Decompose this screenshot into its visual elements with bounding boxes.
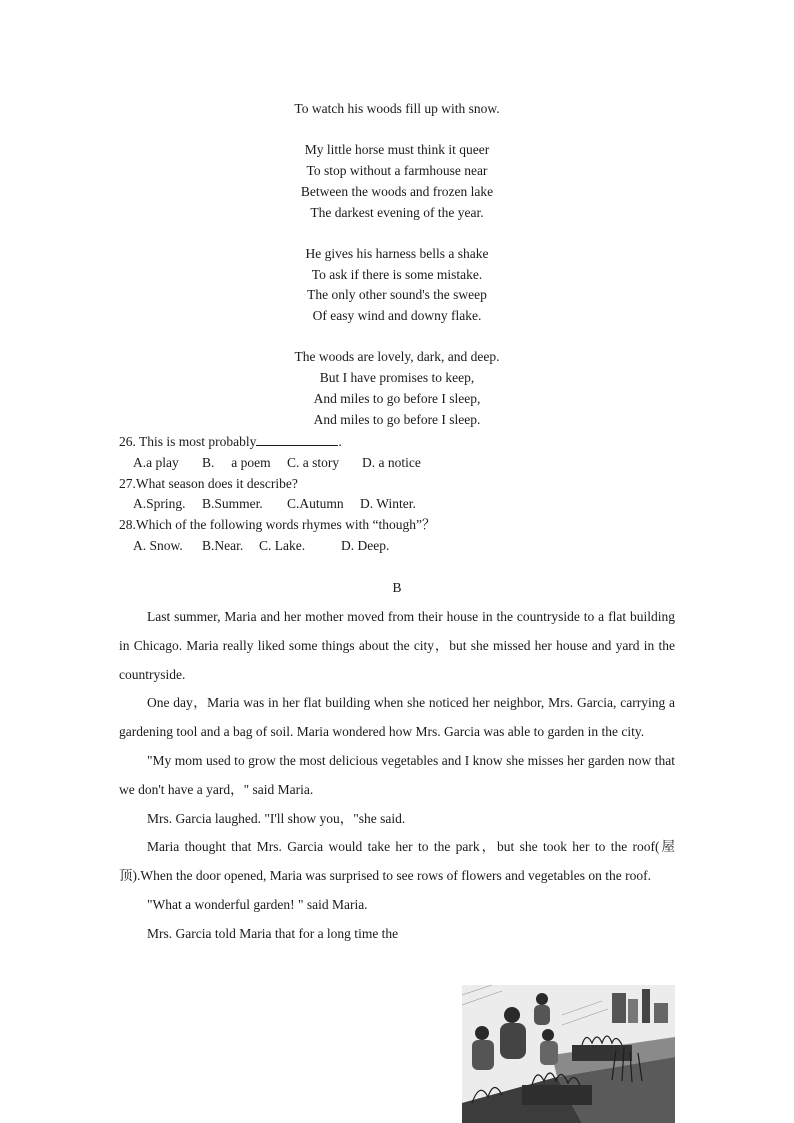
question-stem-end: .: [338, 434, 342, 449]
poem-stanza-4: [0, 347, 794, 430]
passage-paragraph: Last summer, Maria and her mother moved from their house in the countryside to a flat building in Chicago. Maria really liked some things about the city，but she missed her house and yard in the countryside.: [119, 609, 675, 682]
poem-stanza-1: [0, 99, 794, 120]
passage-paragraph: Mrs. Garcia told Maria that for a long time the: [147, 925, 399, 941]
poem-line: To watch his woods fill up with snow.: [294, 101, 500, 116]
question-27: [119, 474, 699, 516]
option-c: C.Autumn: [287, 496, 344, 512]
poem-line: To ask if there is some mistake.: [311, 266, 483, 282]
poem: [0, 99, 794, 431]
poem-stanza-3: [0, 244, 794, 327]
poem-stanza-2: [0, 140, 794, 223]
option-a: A.a play: [133, 454, 179, 470]
question-list: [119, 432, 699, 557]
question-28: [119, 515, 699, 557]
poem-line: The only other sound's the sweep: [307, 287, 487, 303]
option-c: C. Lake.: [259, 537, 306, 553]
poem-line: And miles to go before I sleep,: [313, 390, 481, 406]
question-stem: 27.What season does it describe?: [119, 475, 298, 491]
passage-paragraph: "My mom used to grow the most delicious vegetables and I know she misses her garden now that we don't have a yard，" said Maria.: [119, 752, 675, 797]
section-label: B: [392, 580, 402, 595]
poem-line: My little horse must think it queer: [304, 142, 490, 158]
poem-line: To stop without a farmhouse near: [306, 162, 488, 178]
option-d: D. a notice: [362, 454, 421, 470]
rooftop-garden-illustration: [462, 985, 675, 1123]
passage-paragraph: One day，Maria was in her flat building when she noticed her neighbor, Mrs. Garcia, carrying a gardening tool and a bag of soil. Maria wondered how Mrs. Garcia was able to garden in the city.: [119, 695, 675, 740]
poem-line: But I have promises to keep,: [319, 370, 475, 386]
question-26: [119, 432, 699, 474]
question-stem: 26. This is most probably: [119, 434, 257, 449]
question-options: [119, 494, 699, 515]
option-d: D. Deep.: [341, 537, 390, 553]
poem-line: Between the woods and frozen lake: [300, 183, 494, 199]
poem-line: The woods are lovely, dark, and deep.: [294, 349, 500, 365]
passage-paragraph: Maria thought that Mrs. Garcia would take her to the park，but she took her to the roof(屋顶).When the door opened, Maria was surprised to see rows of flowers and vegetables on the roof.: [119, 839, 675, 884]
poem-line: And miles to go before I sleep.: [313, 411, 481, 427]
option-a: A.Spring.: [133, 496, 186, 512]
reading-passage: [119, 603, 675, 949]
passage-paragraph: "What a wonderful garden! " said Maria.: [147, 896, 368, 912]
poem-line: The darkest evening of the year.: [310, 204, 484, 220]
option-b: B. a poem: [202, 454, 271, 470]
question-options: [119, 453, 699, 474]
option-a: A. Snow.: [133, 537, 183, 553]
poem-line: He gives his harness bells a shake: [305, 245, 489, 261]
option-b: B.Summer.: [202, 496, 263, 512]
poem-line: Of easy wind and downy flake.: [312, 308, 482, 324]
question-stem: 28.Which of the following words rhymes with “though”？: [119, 517, 436, 533]
passage-paragraph: Mrs. Garcia laughed. "I'll show you，"she said.: [147, 810, 406, 826]
option-b: B.Near.: [202, 537, 244, 553]
option-c: C. a story: [287, 454, 340, 470]
question-options: [119, 536, 699, 557]
answer-blank: [256, 433, 338, 446]
option-d: D. Winter.: [360, 496, 416, 512]
